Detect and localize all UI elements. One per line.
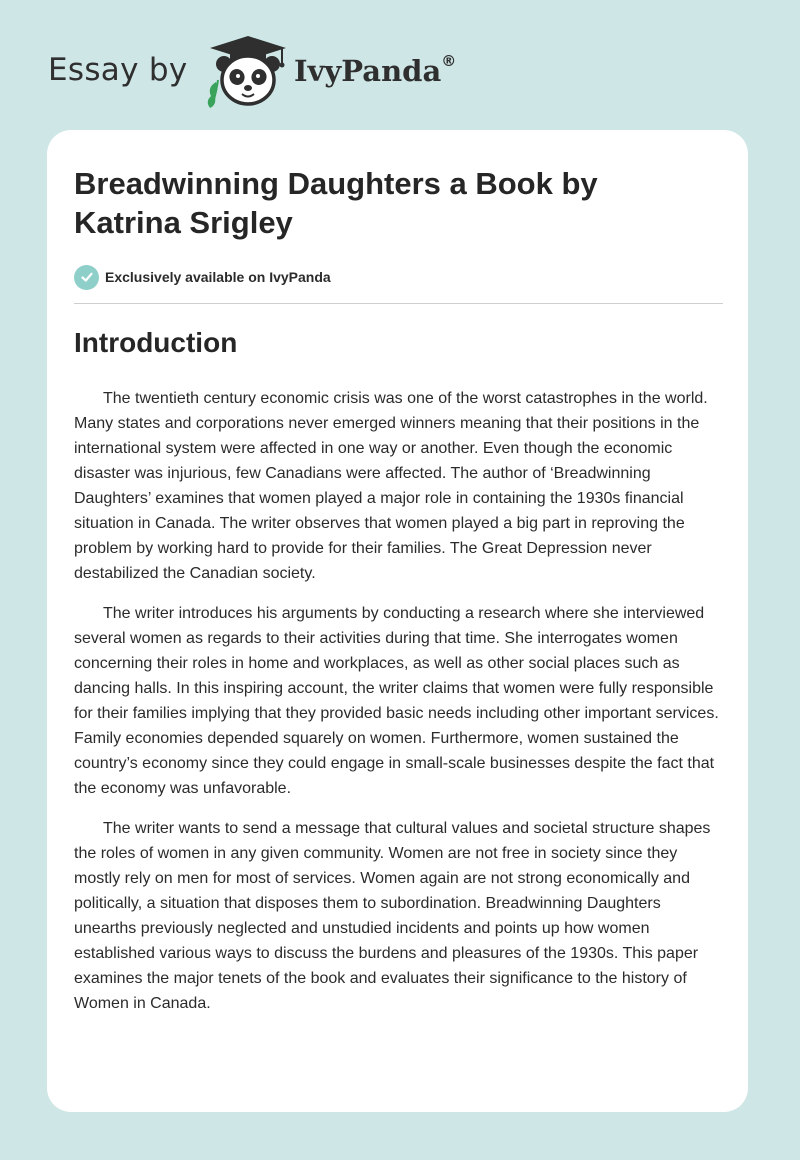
section-heading: Introduction (74, 327, 238, 358)
check-circle-icon (74, 265, 99, 290)
essay-title: Breadwinning Daughters a Book by Katrina Srigley (74, 166, 598, 240)
panda-graduation-cap-icon (202, 34, 292, 108)
brand-name-text: IvyPanda (294, 54, 442, 88)
paragraph: The twentieth century economic crisis was one of the worst catastrophes in the world. Many states and corporations never emerged winners meaning that their positions in the international system were affected in one way or another. Even though the economic disaster was injurious, few Canadians were affected. The author of ‘Breadwinning Daughters’ examines that women played a major role in containing the 1930s financial situation in Canada. The writer observes that women played a big part in reproving the problem by working hard to provide for their families. The Great Depression never destabilized the Canadian society. (74, 390, 708, 582)
title-divider (74, 303, 723, 304)
brand-prefix: Essay by (48, 52, 188, 88)
brand-name (294, 54, 456, 88)
exclusive-badge (74, 264, 331, 290)
essay-body (74, 386, 726, 1031)
registered-mark: ® (441, 52, 457, 71)
badge-text: Exclusively available on IvyPanda (105, 269, 331, 285)
essay-card (47, 130, 748, 1112)
paragraph: The writer introduces his arguments by conducting a research where she interviewed several women as regards to their activities during that time. She interrogates women concerning their roles in home and workplaces, as well as other social places such as dancing halls. In this inspiring account, the writer claims that women were fully responsible for their families implying that they provided basic needs including other important services. Family economies depended squarely on women. Furthermore, women sustained the country’s economy since they could engage in small-scale businesses despite the fact that the economy was unfavorable. (74, 605, 719, 797)
paragraph: The writer wants to send a message that cultural values and societal structure shapes the roles of women in any given community. Women are not free in society since they mostly rely on men for most of services. Women again are not strong economically and politically, a situation that disposes them to subordination. Breadwinning Daughters unearths previously neglected and unstudied incidents and points up how women established various ways to discuss the burdens and pleasures of the 1930s. This paper examines the major tenets of the book and evaluates their significance to the history of Women in Canada. (74, 820, 711, 1012)
ivypanda-logo-link[interactable] (202, 34, 292, 108)
site-header (48, 34, 508, 108)
